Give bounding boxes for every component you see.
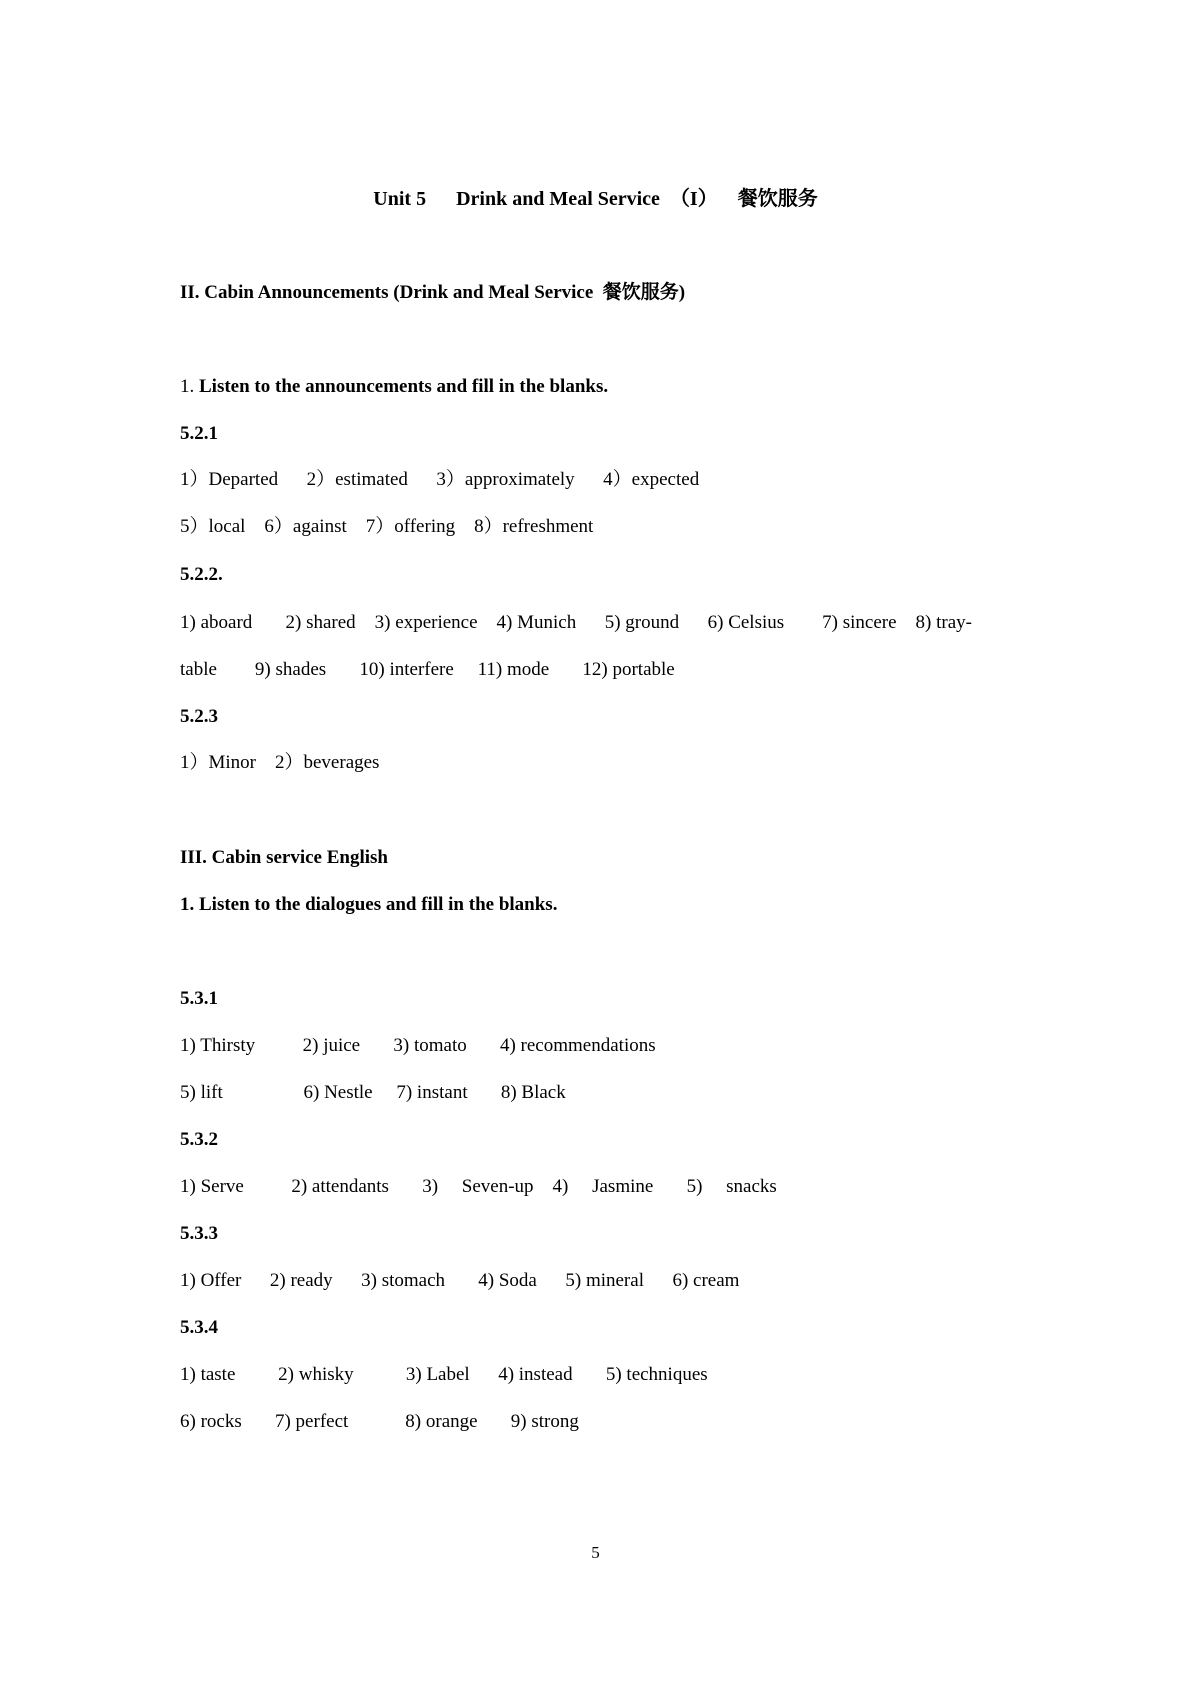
exercise-label-5-3-2: 5.3.2 [180, 1129, 218, 1150]
answer-line: 5）local 6）against 7）offering 8）refreshment [180, 516, 594, 537]
answer-line: 1) Offer 2) ready 3) stomach 4) Soda 5) mineral 6) cream [180, 1270, 740, 1291]
answer-line: 1）Departed 2）estimated 3）approximately 4）expected [180, 469, 700, 490]
answer-line: 5) lift 6) Nestle 7) instant 8) Black [180, 1082, 566, 1103]
answer-line: 1) taste 2) whisky 3) Label 4) instead 5) techniques [180, 1364, 708, 1385]
answer-line: 1) Serve 2) attendants 3) Seven-up 4) Jasmine 5) snacks [180, 1176, 777, 1197]
task-number: 1. [180, 376, 195, 397]
answer-line: 1) aboard 2) shared 3) experience 4) Munich 5) ground 6) Celsius 7) sincere 8) tray- [180, 612, 972, 633]
task-instruction-dialogues: 1. Listen to the dialogues and fill in the blanks. [180, 894, 558, 915]
answer-line: table 9) shades 10) interfere 11) mode 12) portable [180, 659, 675, 680]
exercise-label-5-3-3: 5.3.3 [180, 1223, 218, 1244]
exercise-label-5-2-2: 5.2.2. [180, 564, 223, 585]
page-number: 5 [591, 1543, 600, 1562]
section-heading-cabin-announcements: II. Cabin Announcements (Drink and Meal Service 餐饮服务) [180, 282, 686, 303]
page-title: Unit 5 Drink and Meal Service （I） 餐饮服务 [373, 188, 818, 210]
exercise-label-5-2-1: 5.2.1 [180, 423, 218, 444]
exercise-label-5-2-3: 5.2.3 [180, 706, 218, 727]
exercise-label-5-3-1: 5.3.1 [180, 988, 218, 1009]
exercise-label-5-3-4: 5.3.4 [180, 1317, 218, 1338]
task-text: Listen to the announcements and fill in the blanks. [199, 376, 609, 397]
section-heading-cabin-service-english: III. Cabin service English [180, 847, 388, 868]
answer-line: 1) Thirsty 2) juice 3) tomato 4) recommendations [180, 1035, 656, 1056]
task-instruction-announcements [180, 374, 608, 400]
answer-line: 1）Minor 2）beverages [180, 752, 380, 773]
answer-line: 6) rocks 7) perfect 8) orange 9) strong [180, 1411, 579, 1432]
